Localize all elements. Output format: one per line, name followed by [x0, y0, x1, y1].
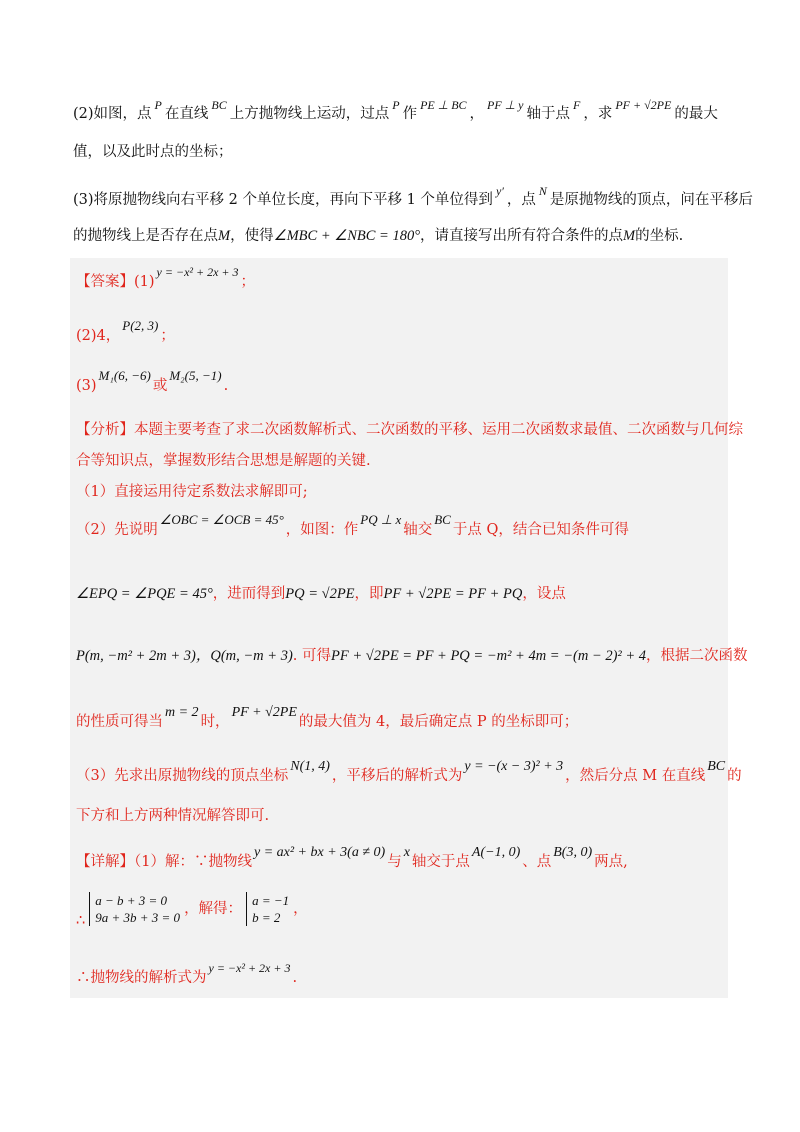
answer-m1: M₁(6, −6)	[98, 368, 151, 383]
analysis-text: ，设点	[522, 586, 566, 602]
answer-or: 或	[152, 378, 168, 394]
analysis-line-2: 合等知识点，掌握数形结合思想是解题的关键.	[76, 453, 371, 469]
analysis-text: （2）先说明	[76, 522, 158, 538]
analysis-eq: m = 2	[165, 705, 199, 720]
answer-punct: .	[223, 378, 229, 394]
answer-punct: ；	[160, 328, 175, 344]
y-prime: y′	[495, 184, 504, 198]
detail-eq: x	[403, 845, 410, 860]
detail-text: 、点	[522, 854, 552, 870]
point-p: P	[154, 98, 162, 112]
q3-text: ，点	[506, 192, 536, 208]
analysis-line-6	[76, 646, 748, 666]
point-p: P	[392, 98, 400, 112]
q2-line2: 值，以及此时点的坐标；	[73, 144, 233, 160]
analysis-line-1: 【分析】本题主要考查了求二次函数解析式、二次函数的平移、运用二次函数求最值、二次函数与几何综	[76, 422, 743, 438]
detail-text: 两点,	[594, 854, 628, 870]
q2-text: 轴于点	[526, 106, 570, 122]
point-m: M	[623, 228, 636, 244]
analysis-line-7	[76, 705, 579, 733]
angle-condition: ∠MBC + ∠NBC = 180°	[273, 228, 421, 244]
analysis-text: ，即	[354, 586, 384, 602]
analysis-eq: y = −(x − 3)² + 3	[464, 759, 564, 774]
question-2	[73, 98, 733, 162]
detail-text: ∴抛物线的解析式为	[76, 970, 207, 986]
q3-text: ，使得	[230, 228, 274, 244]
analysis-eq: PF + √2PE	[231, 705, 297, 720]
system-eq: a = −1	[252, 893, 290, 908]
detail-text: 与	[387, 854, 402, 870]
analysis-line-4	[76, 512, 629, 540]
point-n: N	[538, 184, 547, 198]
analysis-text: ，根据二次函数	[646, 648, 748, 664]
analysis-line-8	[76, 759, 742, 787]
detail-line-1	[76, 845, 628, 873]
analysis-text: ，平移后的解析式为	[331, 768, 463, 784]
q3-text: 的坐标.	[635, 228, 684, 244]
system-eq: 9a + 3b + 3 = 0	[95, 910, 181, 925]
q2-text: ，	[469, 106, 485, 122]
analysis-text: 的	[727, 768, 742, 784]
analysis-text: 的最大值为 4，最后确定点 P 的坐标即可；	[298, 714, 579, 730]
analysis-eq: BC	[707, 759, 726, 774]
answer-eq1: y = −x² + 2x + 3	[156, 265, 239, 279]
answer-point-p: P(2, 3)	[122, 318, 159, 333]
detail-point-a: A(−1, 0)	[471, 845, 521, 860]
q3-text: ，请直接写出所有符合条件的点	[420, 228, 624, 244]
analysis-text: ，然后分点 M 在直线	[565, 768, 706, 784]
detail-eq: y = ax² + bx + 3(a ≠ 0)	[253, 845, 386, 860]
analysis-eq: ∠OBC = ∠OCB = 45°	[159, 512, 284, 527]
therefore-symbol: ∴	[76, 913, 86, 929]
analysis-eq: PF + √2PE = PF + PQ	[383, 586, 523, 602]
detail-text: 轴交于点	[411, 854, 470, 870]
answer-line-3	[76, 368, 229, 396]
detail-line-3	[76, 961, 298, 988]
point-f: F	[572, 98, 581, 112]
analysis-text: ，进而得到	[212, 586, 286, 602]
line-bc: BC	[211, 98, 227, 112]
analysis-line-9: 下方和上方两种情况解答即可.	[76, 808, 270, 824]
answer-3: (3)	[76, 378, 97, 394]
analysis-text: 的性质可得当	[76, 714, 163, 730]
q2-text: 的最大	[674, 106, 718, 122]
pf-perp-y: PF ⊥ y	[487, 98, 524, 112]
q3-text: 的抛物线上是否存在点	[73, 228, 218, 244]
detail-point-b: B(3, 0)	[553, 845, 593, 860]
question-3	[73, 184, 753, 246]
system-eq: b = 2	[252, 910, 281, 925]
system-solution	[246, 892, 289, 926]
detail-text: ，	[293, 901, 308, 917]
system-eq: a − b + 3 = 0	[95, 893, 168, 908]
analysis-text: . 可得	[292, 648, 331, 664]
detail-text: .	[292, 970, 298, 986]
analysis-line-3: （1）直接运用待定系数法求解即可;	[76, 484, 308, 500]
q2-text: 在直线	[164, 106, 209, 122]
analysis-eq: ∠EPQ = ∠PQE = 45°	[76, 586, 213, 602]
analysis-eq: P(m, −m² + 2m + 3)，Q(m, −m + 3)	[76, 648, 293, 664]
analysis-eq: PQ ⊥ x	[360, 512, 402, 527]
answer-line-2	[76, 318, 175, 346]
pf-sqrt2pe: PF + √2PE	[615, 98, 672, 112]
q2-text: (2)如图，点	[73, 106, 152, 122]
system-equations-1	[89, 892, 180, 926]
detail-text: ，解得：	[184, 901, 243, 917]
answer-m2: M₂(5, −1)	[169, 368, 222, 383]
analysis-eq: PQ = √2PE	[285, 586, 355, 602]
analysis-line-5	[76, 584, 566, 604]
analysis-text: ，如图：作	[285, 522, 359, 538]
q2-text: ，求	[583, 106, 613, 122]
answer-label: 【答案】(1)	[76, 274, 155, 290]
q2-text: 作	[402, 106, 418, 122]
analysis-text: 于点 Q，结合已知条件可得	[452, 522, 629, 538]
q3-text: 是原抛物线的顶点，问在平移后	[549, 192, 753, 208]
q2-text: 上方抛物线上运动，过点	[229, 106, 390, 122]
detail-eq: y = −x² + 2x + 3	[208, 961, 291, 975]
detail-line-2	[76, 892, 308, 929]
analysis-eq: BC	[434, 512, 451, 527]
answer-punct: ；	[240, 274, 256, 290]
answer-line-1	[76, 265, 256, 292]
analysis-text: 轴交	[403, 522, 433, 538]
pe-perp-bc: PE ⊥ BC	[420, 98, 467, 112]
point-m: M	[218, 228, 231, 244]
analysis-text: 时，	[200, 714, 230, 730]
answer-2: (2)4，	[76, 328, 121, 344]
analysis-text: （3）先求出原抛物线的顶点坐标	[76, 768, 289, 784]
detail-text: 【详解】（1）解：∵抛物线	[76, 854, 252, 870]
analysis-eq: N(1, 4)	[290, 759, 330, 774]
q3-text: (3)将原抛物线向右平移 2 个单位长度，再向下平移 1 个单位得到	[73, 192, 493, 208]
analysis-eq: PF + √2PE = PF + PQ = −m² + 4m = −(m − 2)² + 4	[331, 648, 647, 664]
